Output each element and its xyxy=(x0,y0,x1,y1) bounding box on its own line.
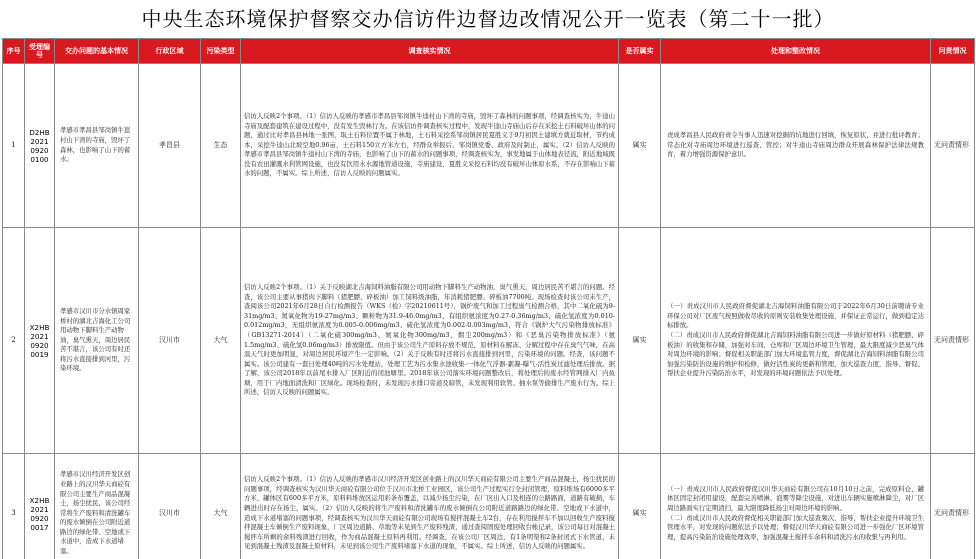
row-problem: 孝感市汉川市分水镇周家桥村的湖北吉海化工公司用动物下脚料生产动物油，臭气熏天，周边居民苦不堪言，该公司有时还将污水直接排到河里，污染环境。 xyxy=(55,228,139,454)
row-region: 汉川市 xyxy=(139,454,201,559)
table-row xyxy=(3,228,975,454)
row-accountability: 无问责情形 xyxy=(931,228,975,454)
row-problem: 孝感市汉川经济开发区创业路上的汉川华天商砼有限公司主要生产商品混凝土，扬尘扰民，该公司经常将生产废料和清洗罐车的废水倾倒在公司附近道路边的绿化带、空地或下水道中，造成下水道堵塞。 xyxy=(55,454,139,559)
header-accountability: 问责情况 xyxy=(931,39,975,64)
table-row xyxy=(3,64,975,228)
row-type: 生态 xyxy=(201,64,241,228)
row-handling: （一）责成汉川市人民政府督促湖北吉海饲料油脂有限公司于2022年6月30日前聘请专业环保公司对厂区废气按照做收尽收的原则安装收集处理设施，并保证正常运行，做到稳定达标排放。 （二）责成汉川市人民政府督促湖北吉海饲料油脂有限公司进一步做好原材料（猪肥膘、碎板油）的收集和存储，加强对车间、仓库和厂区周边环境卫生管理，最大限度减少恶臭气体对周边环境的影响；督促相关职能部门加大环境监管力度，督促湖北吉海饲料油脂有限公司加强污染防治设施的维护和检修，做好活性炭的更新和管理，加大巡查力度，指导、督促、帮扶企业提升污染防治水平，对发现的环境问题依法予以处理。 xyxy=(661,228,931,454)
row-is-true: 属实 xyxy=(619,64,661,228)
row-investigation: 信访人反映2个事项。（1）关于反映湖北吉海饲料油脂有限公司用动物下脚料生产动物油，臭气熏天，周边居民苦不堪言的问题。经查，该公司主要从事猪肉下脚料（猪肥膘、碎板油）加工饲料级油脂，年消耗猪肥膘、碎板油7700吨。现场检查时该公司未生产，查阅该公司2021年6月28日自行检测报告（WKS（检）字20210611号），锅炉废气和加工过程臭气检测合格，其中二氧化硫为9-31mg/m3、氮氧化物为19-27mg/m3、颗粒物为31.9-46.0mg/m3、有组织氨浓度为0.27-0.36mg/m3、硫化氢浓度为0.010-0.012mg/m3，无组织氨浓度为0.005-0.006mg/m3、硫化氢浓度为0.002-0.003mg/m3，符合《锅炉大气污染物排放标准》（GB13271-2014）（二氧化硫300mg/m3、氮氧化物300mg/m3、烟尘200mg/m3）和《恶臭污染物排放标准》（氨1.5mg/m3、硫化氢0.06mg/m3）排放限值。但由于该公司生产原料存放不规范，原材料在解冻、分解过程中存在臭气气味，在高温天气时更加明显，对周边居民环境产生一定影响。（2）关于反映有时还将污水直接排到河里，污染环境的问题。经查，该问题不属实。该公司建有一套日处理40吨的污水处理站，处理工艺为污水集水池收集-一体化气浮器-絮凝-曝气-活性炭过滤处理后排放。据了解，该公司2018年以前尾水排入厂区附近的闭池塘里。2018年该公司落实环境问题整改后，将处理后的废水经管网排入厂内鱼塘，用于厂内地面清洗和厂区绿化。现场检查时，未发现污水排口旁道及暗管，未发现利用软管、抽水泵等偷排生产废水行为。综上所述，信访人反映的问题属实。 xyxy=(241,228,619,454)
row-code-text: X2HB 2021 0920 0019 xyxy=(29,322,50,359)
row-region: 汉川市 xyxy=(139,228,201,454)
header-code: 受理编号 xyxy=(25,39,55,64)
row-region: 孝昌县 xyxy=(139,64,201,228)
row-no: 2 xyxy=(3,228,25,454)
row-is-true: 属实 xyxy=(619,228,661,454)
row-is-true: 属实 xyxy=(619,454,661,559)
header-type: 污染类型 xyxy=(201,39,241,64)
row-code-text: X2HB 2021 0920 0017 xyxy=(29,495,50,532)
header-no: 序号 xyxy=(3,39,25,64)
page-title: 中央生态环境保护督察交办信访件边督边改情况公开一览表（第二十一批） xyxy=(141,7,835,31)
row-accountability: 无问责情形 xyxy=(931,454,975,559)
row-no: 1 xyxy=(3,64,25,228)
row-no: 3 xyxy=(3,454,25,559)
row-handling: （一）责成汉川市人民政府督促汉川华天商砼有限公司在10月10日之前，完成原料仓、罐体区固定封闭用建设，配套完善喷淋、泡雾等降尘设施，对进出车辆实施喷淋降尘，对厂区周边路面实行定期清扫，最大限度降低扬尘对周边环境的影响。 （二）责成汉川市人民政府督促相关职能部门加大巡查频次，指导、帮扶企业提升环境卫生管理水平，对发现的问题依法予以处理；督促汉川华天商砼有限公司进一步强化厂区环境管理，提高污染防治设施处理效率，加强混凝土搅拌车余料和清洗污水的收集与再利用。 xyxy=(661,454,931,559)
row-handling: 责成孝昌县人民政府责令当事人迅速对挖掘的坑地进行回填，恢复原状，并进行批评教育；常态化对寺庙周边环境进行巡查、管控；对牛逵山寺庙周边群众开展森林保护法律法规教育，着力增强资源保护意识。 xyxy=(661,64,931,228)
header-region: 行政区域 xyxy=(139,39,201,64)
row-code xyxy=(25,454,55,559)
header-handling: 处理和整改情况 xyxy=(661,39,931,64)
disclosure-table xyxy=(2,38,975,559)
header-investigation: 调查核实情况 xyxy=(241,39,619,64)
table-row xyxy=(3,454,975,559)
table-header-row xyxy=(3,39,975,64)
row-problem: 孝感市孝昌县邹岗镇牛崽村山下湾的寺庙，毁坏了森林，也影响了山下的蓄水。 xyxy=(55,64,139,228)
row-code-text: D2HB 2021 0920 0100 xyxy=(29,127,50,164)
row-accountability: 无问责情形 xyxy=(931,64,975,228)
row-code xyxy=(25,64,55,228)
row-code xyxy=(25,228,55,454)
row-type: 大气 xyxy=(201,454,241,559)
header-is-true: 是否属实 xyxy=(619,39,661,64)
row-investigation: 信访人反映2个事项。（1）信访人反映的孝感市孝昌县邹岗镇牛逵村山下湾的寺庙，毁坏了森林的问题事项，经调查核实为，牛逵山寺庙及配套建筑在建设过程中，没有发生毁林行为。在该信访件调查核实过程中，发现牛逵山寺庙山后存在采挖土石料破坏山体的问题，通过比对孝昌县林地一张图，取土石料位置不属于林地，土石料采挖系邹岗镇居民夏胜义于9月初因土建填方就近取材，节约成本，采挖牛逵山北坡空地0.96亩，土石料150立方米左右，经群众举报后，邹岗镇党委、政府及时制止，属实。（2）信访人反映的孝感市孝昌县邹岗镇牛逵村山下湾的寺庙，也影响了山下的蓄水的问题事项，经调查核实为，事发地属于山体地表径流，附近地域既没有农田灌溉水利管网设施，也没有饮用水水源地管道设施，寺庙建设，夏胜义采挖石料均没有破坏山体原水系，不存在影响山下蓄水的问题，不属实。综上所述，信访人反映的问题属实。 xyxy=(241,64,619,228)
row-investigation: 信访人反映2个事项。（1）信访人反映的孝感市汉川经济开发区创业路上的汉川华天商砼有限公司主要生产商品混凝土，扬尘扰民的问题事项，经调查核实为汉川华天商砼有限公司位于汉川市北桥工业园区，该公司生产过程实行全封闭管理，原料堆场有6000多平方米，罐体区有600多平方米，原料料堆放区运用彩条布覆盖，以减少扬尘污染，在厂区出入口及相连的公路路面，道路有破损，车辆进出时存在扬尘，属实。（2）信访人反映的将生产废料和清洗罐车的废水倾倒在公司附近道路路边的绿化带、空地或下水道中，造成下水道堵塞的问题事项，经调查核实为汉川华天商砼有限公司现场有搅拌混凝土车2台，存在利用搅拌车不加以回收生产废料搅拌混凝土车倾倒生产废料现象，厂区周边道路、草地等未见到生产废料残渣，通过查阅固废处理回收台帐记录，该公司每日对混凝土搅拌车所剩的余料残渣进行回收，作为商品混凝土原料再利用。经调查，在该公司厂区周边，有1条明渠和2条封闭式下水管道，未见到混凝土残渣及混凝土原材料，未见到该公司生产废料堵塞下水道的现象，不属实。综上所述，信访人反映的问题属实。 xyxy=(241,454,619,559)
row-type: 大气 xyxy=(201,228,241,454)
header-problem: 交办问题的基本情况 xyxy=(55,39,139,64)
